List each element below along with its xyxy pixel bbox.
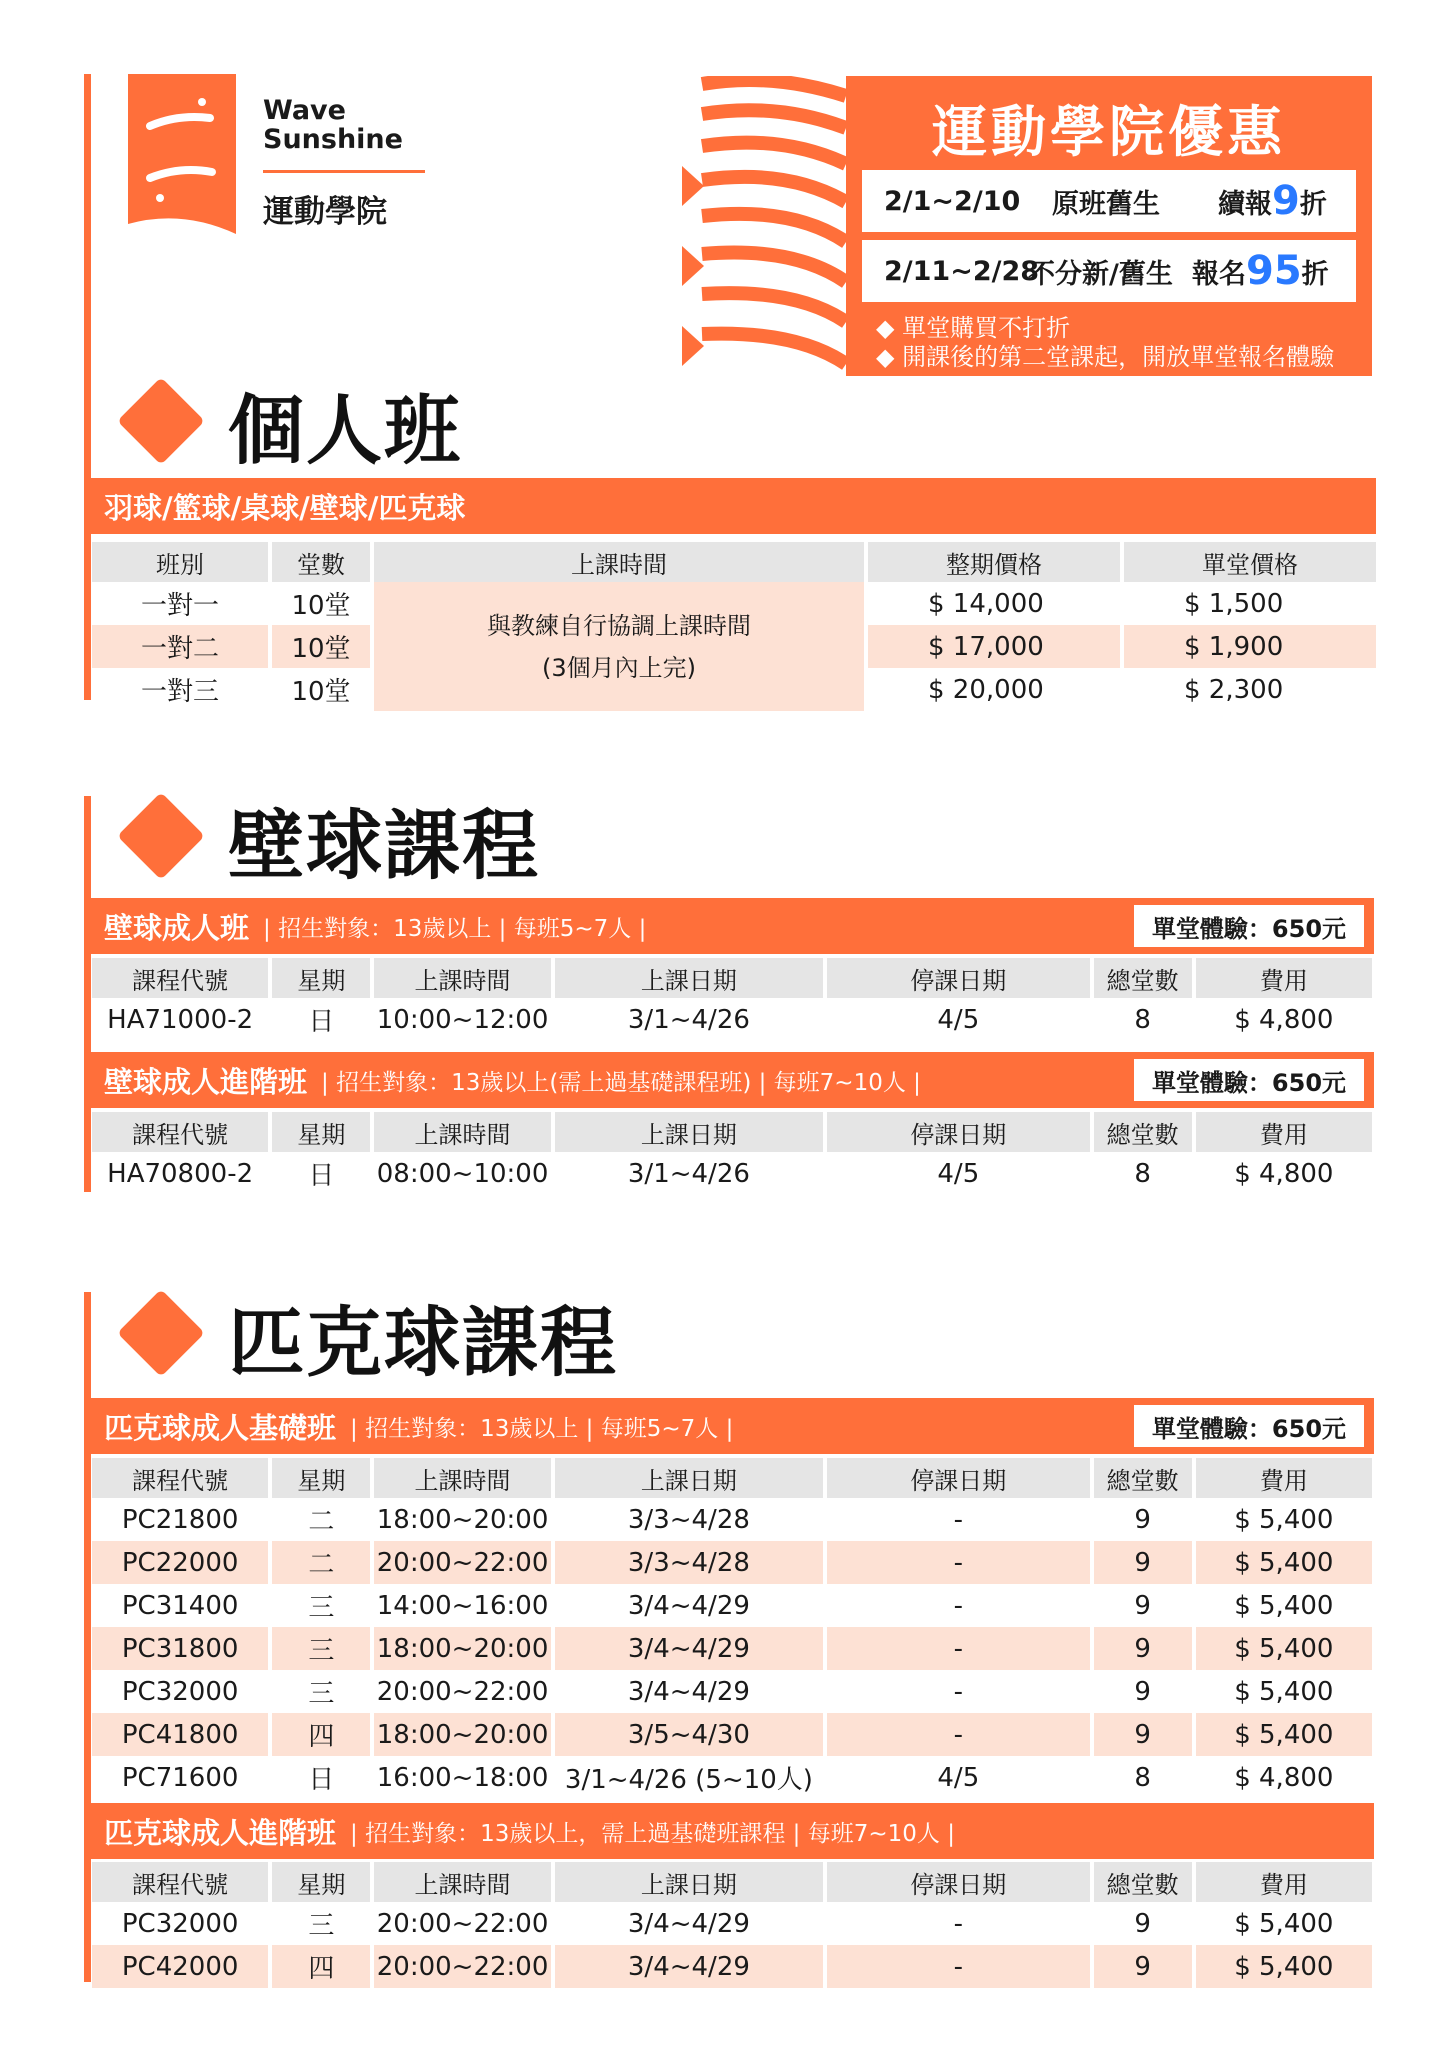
table-row	[92, 1627, 1372, 1670]
table-row	[92, 998, 1372, 1041]
col-header: 課程代號	[92, 958, 268, 998]
cell: $ 5,400	[1234, 1590, 1334, 1621]
personal-band	[84, 478, 1376, 534]
promo-target: 原班舊生	[1052, 188, 1160, 220]
cell: 3/1~4/26	[627, 1004, 750, 1035]
col-header: 停課日期	[827, 1862, 1089, 1902]
diamond-icon	[117, 792, 205, 880]
cell: 4/5	[937, 1762, 980, 1793]
class-info: | 招生對象：13歲以上 | 每班5~7人 |	[350, 1415, 734, 1442]
col-header: 上課日期	[555, 958, 823, 998]
col-header: 上課日期	[555, 1862, 823, 1902]
cell: 10:00~12:00	[376, 1004, 549, 1035]
section-title-squash: 壁球課程	[228, 801, 540, 890]
trial-price-badge: 單堂體驗：650元	[1134, 905, 1364, 947]
squash-basic-table	[88, 958, 1376, 1041]
cell: 8	[1134, 1158, 1151, 1189]
cell: $ 5,400	[1196, 1945, 1372, 1988]
cell: $ 5,400	[1196, 1713, 1372, 1756]
cell: PC41800	[92, 1713, 268, 1756]
cell: 日	[308, 1161, 335, 1191]
cell: 08:00~10:00	[376, 1158, 549, 1189]
cell: $ 1,500	[1184, 588, 1284, 619]
cell: 3/4~4/29	[555, 1945, 823, 1988]
col-header: 課程代號	[92, 1112, 268, 1152]
promo-target: 不分新/舊生	[1028, 258, 1173, 290]
cell: PC32000	[121, 1676, 239, 1707]
cell: 4/5	[937, 1158, 980, 1189]
cell: 三	[308, 1593, 335, 1623]
cell: 9	[1134, 1676, 1151, 1707]
cell: -	[953, 1676, 963, 1707]
section-title-pickleball: 匹克球課程	[228, 1298, 618, 1387]
cell: 四	[272, 1713, 370, 1756]
cell: $ 5,400	[1196, 1627, 1372, 1670]
table-row	[92, 1152, 1372, 1195]
cell: $ 5,400	[1196, 1541, 1372, 1584]
cell: $ 5,400	[1234, 1676, 1334, 1707]
table-row	[92, 1945, 1372, 1988]
pickle-basic-band	[84, 1398, 1374, 1454]
cell: -	[953, 1590, 963, 1621]
cell: $ 4,800	[1234, 1762, 1334, 1793]
cell: 9	[1094, 1945, 1192, 1988]
trial-price-badge: 單堂體驗：650元	[1134, 1059, 1364, 1101]
cell: 3/4~4/29	[627, 1590, 750, 1621]
cell: -	[827, 1945, 1089, 1988]
brand-divider	[263, 170, 425, 173]
pickle-adv-band	[84, 1803, 1374, 1859]
col-header: 星期	[272, 1112, 370, 1152]
cell: 二	[272, 1541, 370, 1584]
schedule-note-line2: (3個月內上完)	[542, 653, 696, 682]
cell: 一對二	[92, 625, 268, 668]
class-name: 壁球成人班	[104, 910, 250, 945]
cell: 20:00~22:00	[374, 1945, 550, 1988]
class-name: 匹克球成人基礎班	[104, 1410, 337, 1445]
cell: $ 17,000	[868, 625, 1120, 668]
cell: 一對三	[140, 677, 219, 707]
col-header: 停課日期	[827, 958, 1089, 998]
promo-date: 2/11~2/28	[884, 255, 1040, 287]
promo-panel	[846, 76, 1372, 376]
cell: PC21800	[121, 1504, 239, 1535]
cell: 18:00~20:00	[374, 1627, 550, 1670]
col-header: 星期	[272, 958, 370, 998]
promo-discount: 9	[1272, 178, 1300, 224]
col-header: 星期	[272, 1458, 370, 1498]
cell: 9	[1134, 1590, 1151, 1621]
cell: PC22000	[92, 1541, 268, 1584]
promo-note-2: ◆ 開課後的第二堂課起，開放單堂報名體驗	[876, 343, 1335, 371]
cell: 日	[308, 1765, 335, 1795]
cell: PC31800	[92, 1627, 268, 1670]
cell: 20:00~22:00	[374, 1541, 550, 1584]
squash-adv-band	[84, 1052, 1374, 1108]
col-header: 上課日期	[555, 1112, 823, 1152]
col-header: 上課時間	[374, 1458, 550, 1498]
col-header: 停課日期	[827, 1458, 1089, 1498]
promo-unit: 折	[1299, 188, 1327, 220]
promo-row-2	[862, 240, 1356, 302]
class-info: | 招生對象：13歲以上 | 每班5~7人 |	[263, 915, 647, 942]
cell: $ 1,900	[1124, 625, 1376, 668]
col-header: 課程代號	[92, 1458, 268, 1498]
squash-basic-band	[84, 898, 1374, 954]
brand-name-line2: Sunshine	[263, 124, 403, 155]
cell: 三	[272, 1627, 370, 1670]
personal-sports-list: 羽球/籃球/桌球/壁球/匹克球	[104, 490, 466, 525]
cell: -	[827, 1627, 1089, 1670]
pickle-adv-table	[88, 1862, 1376, 1988]
diamond-icon	[117, 377, 205, 465]
table-row	[92, 582, 1376, 625]
cell: PC31400	[121, 1590, 239, 1621]
cell: 16:00~18:00	[376, 1762, 549, 1793]
cell: HA70800-2	[107, 1158, 254, 1189]
col-header: 上課時間	[374, 1862, 550, 1902]
cell: PC42000	[92, 1945, 268, 1988]
promo-row-1	[862, 170, 1356, 232]
col-header: 上課時間	[374, 958, 550, 998]
promo-title: 運動學院優惠	[931, 100, 1286, 164]
col-header: 上課時間	[374, 542, 864, 582]
cell: 3/4~4/29	[627, 1908, 750, 1939]
table-row	[92, 1541, 1372, 1584]
class-name: 壁球成人進階班	[104, 1064, 308, 1099]
cell: 9	[1134, 1504, 1151, 1535]
cell: 日	[308, 1007, 335, 1037]
cell: $ 5,400	[1234, 1504, 1334, 1535]
cell: 10堂	[272, 625, 370, 668]
col-header: 班別	[92, 542, 268, 582]
wave-sunshine-logo-icon	[128, 74, 236, 244]
wave-stripes-decoration	[682, 76, 846, 376]
cell: 9	[1094, 1713, 1192, 1756]
promo-note-1: ◆ 單堂購買不打折	[876, 314, 1071, 342]
brand-name-zh: 運動學院	[263, 194, 387, 230]
diamond-icon	[117, 1289, 205, 1377]
cell: 14:00~16:00	[376, 1590, 549, 1621]
col-header: 總堂數	[1094, 1458, 1192, 1498]
cell: $ 4,800	[1234, 1004, 1334, 1035]
cell: 三	[308, 1679, 335, 1709]
promo-label: 報名	[1192, 258, 1246, 290]
cell: 8	[1134, 1004, 1151, 1035]
cell: $ 14,000	[928, 588, 1044, 619]
col-header: 總堂數	[1094, 1112, 1192, 1152]
cell: 18:00~20:00	[376, 1504, 549, 1535]
brand-name-en	[263, 96, 403, 154]
cell: PC71600	[121, 1762, 239, 1793]
cell: $ 5,400	[1234, 1908, 1334, 1939]
col-header: 費用	[1196, 1862, 1372, 1902]
col-header: 堂數	[272, 542, 370, 582]
table-row	[92, 1756, 1372, 1799]
promo-label: 續報	[1218, 188, 1272, 220]
cell: HA71000-2	[107, 1004, 254, 1035]
col-header: 費用	[1196, 1458, 1372, 1498]
promo-date: 2/1~2/10	[884, 185, 1021, 217]
col-header: 星期	[272, 1862, 370, 1902]
col-header: 總堂數	[1094, 958, 1192, 998]
cell: 三	[308, 1911, 335, 1941]
cell: 10堂	[291, 591, 351, 621]
table-row	[92, 1713, 1372, 1756]
table-row	[92, 1498, 1372, 1541]
cell: 3/1~4/26	[627, 1158, 750, 1189]
col-header: 費用	[1196, 958, 1372, 998]
cell: 一對一	[140, 591, 219, 621]
cell: 3/3~4/28	[627, 1504, 750, 1535]
col-header: 停課日期	[827, 1112, 1089, 1152]
cell: 3/4~4/29	[627, 1676, 750, 1707]
cell: $ 2,300	[1184, 674, 1284, 705]
class-info: | 招生對象：13歲以上，需上過基礎班課程 | 每班7~10人 |	[350, 1820, 955, 1847]
cell: 20:00~22:00	[376, 1676, 549, 1707]
cell: 3/4~4/29	[555, 1627, 823, 1670]
personal-table	[88, 542, 1380, 711]
cell: PC32000	[121, 1908, 239, 1939]
brand-name-line1: Wave	[263, 95, 346, 126]
cell: 3/1~4/26 (5~10人)	[564, 1765, 813, 1795]
table-row	[92, 1584, 1372, 1627]
cell: 18:00~20:00	[374, 1713, 550, 1756]
schedule-note-line1: 與教練自行協調上課時間	[487, 611, 751, 640]
trial-price-badge: 單堂體驗：650元	[1134, 1405, 1364, 1447]
cell: 20:00~22:00	[376, 1908, 549, 1939]
cell: 9	[1134, 1908, 1151, 1939]
cell: 9	[1094, 1541, 1192, 1584]
table-row	[92, 1670, 1372, 1713]
col-header: 單堂價格	[1124, 542, 1376, 582]
cell: $ 20,000	[928, 674, 1044, 705]
section-title-personal: 個人班	[228, 386, 462, 475]
cell: 9	[1094, 1627, 1192, 1670]
pickle-basic-table	[88, 1458, 1376, 1799]
class-name: 匹克球成人進階班	[104, 1815, 337, 1850]
col-header: 費用	[1196, 1112, 1372, 1152]
cell: -	[827, 1713, 1089, 1756]
promo-unit: 折	[1301, 258, 1329, 290]
squash-adv-table	[88, 1112, 1376, 1195]
cell: -	[827, 1541, 1089, 1584]
cell: $ 4,800	[1234, 1158, 1334, 1189]
cell: 二	[308, 1507, 335, 1537]
class-info: | 招生對象：13歲以上(需上過基礎課程班) | 每班7~10人 |	[321, 1069, 921, 1096]
cell: 四	[272, 1945, 370, 1988]
cell: 3/3~4/28	[555, 1541, 823, 1584]
col-header: 上課時間	[374, 1112, 550, 1152]
col-header: 總堂數	[1094, 1862, 1192, 1902]
cell: -	[953, 1908, 963, 1939]
col-header: 上課日期	[555, 1458, 823, 1498]
schedule-note	[374, 582, 864, 711]
cell: 4/5	[937, 1004, 980, 1035]
table-row	[92, 1902, 1372, 1945]
promo-discount: 95	[1246, 248, 1302, 294]
cell: -	[953, 1504, 963, 1535]
col-header: 整期價格	[868, 542, 1120, 582]
cell: 10堂	[291, 677, 351, 707]
col-header: 課程代號	[92, 1862, 268, 1902]
cell: 8	[1134, 1762, 1151, 1793]
cell: 3/5~4/30	[555, 1713, 823, 1756]
